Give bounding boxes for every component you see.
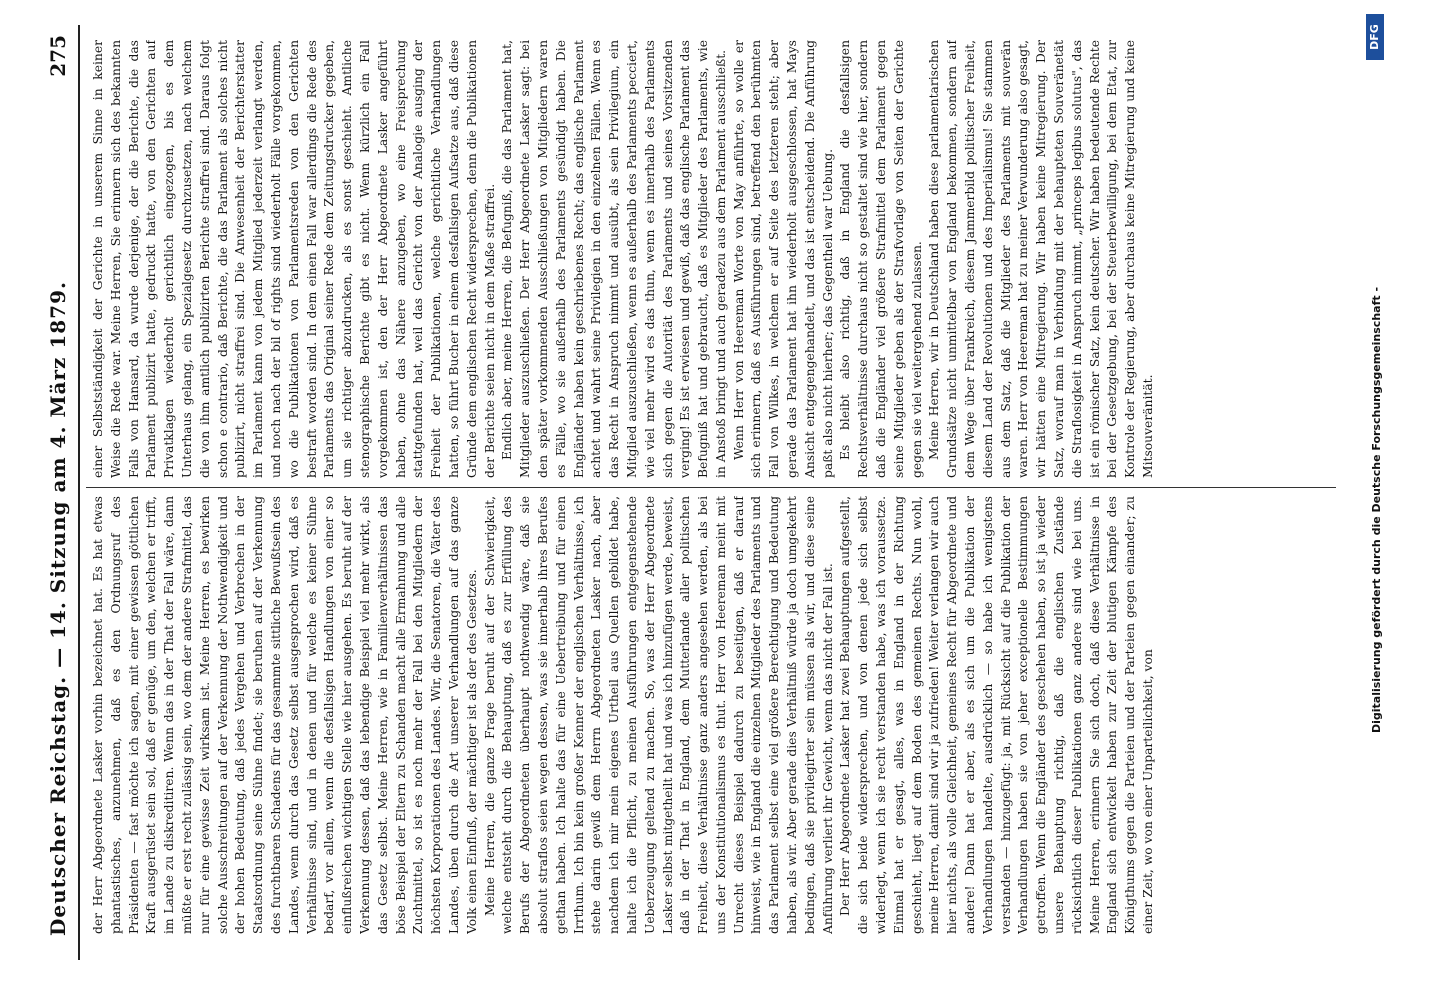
column-divider bbox=[86, 487, 1336, 488]
header-rule bbox=[78, 25, 80, 960]
dfg-logo: DFG bbox=[1366, 14, 1384, 60]
digitization-credit: Digitalisierung gefördert durch die Deutsche Forschungsgemeinschaft - bbox=[1370, 286, 1383, 734]
paragraph: Wenn Herr von Heereman Worte von May anführte, so wolle er sich erinnern, daß es Ausführungen sind, betreffend den berühmten Fall von Wilkes, in welchem er auf Seite des letzteren steht; aber gerade das Parlament hat ihn wiederholt ausgeschlossen, hat Mays Ansicht entgegengehandelt, und das ist entscheidend. Die Anführung paßt also nicht hierher; das Gegentheil war Uebung. bbox=[731, 40, 835, 478]
paragraph: einer Selbstständigkeit der Gerichte in unserem Sinne in keiner Weise die Rede war. Meine Herren, Sie erinnern sich des bekannten Falls von Hansard, da wurde derjenige, der die Berichte, die das Parlament publizirt hatte, gedruckt hatte, von den Gerichten auf Privatklagen wiederholt gerichtlich eingezogen, bis es dem Unterhaus gelang, ein Spezialgesetz durchzusetzen, nach welchem die von ihm amtlich publizirten Berichte straffrei sind. Daraus folgt schon e contrario, daß Berichte, die das Parlament als solches nicht publizirt, nicht straffrei sind. Die Anwesenheit der Berichterstatter im Parlament kann von jedem Mitglied jederzeit verlangt werden, und noch nach der bil of rights sind wiederholt Fälle vorgekommen, wo die Publikationen von Parlamentsreden von den Gerichten bestraft worden sind. In dem einen Fall war allerdings die Rede des Parlaments das Original seiner Rede dem Zeitungsdrucker gegeben, um sie richtiger abzudrucken, als es sonst geschieht. Amtliche stenographische Berichte gibt es nicht. Wenn kürzlich ein Fall vorgekommen ist, den der Herr Abgeordnete Lasker angeführt haben, ohne das Nähere anzugeben, wo eine Freisprechung stattgefunden hat, weil das Gericht von der Analogie ausging der Freiheit der Publikationen, welche gerichtliche Verhandlungen hatten, so führt Bucher in einem desfallsigen Aufsatze aus, daß diese Gründe dem englischen Recht widersprechen, denn die Publikationen der Berichte seien nicht in dem Maße straffrei. bbox=[91, 40, 497, 478]
page-header bbox=[40, 25, 74, 960]
page-number: 275 bbox=[46, 35, 70, 77]
paragraph: der Herr Abgeordnete Lasker vorhin bezeichnet hat. Es hat etwas phantastisches, anzunehmen, daß es den Ordnungsruf des Präsidenten — fast möchte ich sagen, mit einer gewissen göttlichen Kraft ausgerüstet sein sol, daß er genüge, um den, welchen er trifft, im Lande zu diskreditiren. Wenn das in der That der Fall wäre, dann müßte er erst recht zulässig sein, wo dem der andere Strafmittel, das nur für eine gewisse Zeit wirksam ist. Meine Herren, es bewirken solche Ausschreitungen auf der Verkennung der Nothwendigkeit und der hohen Bedeutung, daß jedes Vergehen und Verbrechen in der Staatsordnung seine Sühne findet; sie beruhen auf der Verkennung des furchtbaren Schadens für das gesammte sittliche Bewußtsein des Landes, wenn durch das Gesetz selbst ausgesprochen wird, daß es Verhältnisse sind, und in denen und für welche es keiner Sühne bedarf, vor allem, wenn die desfallsigen Handlungen von einer so einflußreichen wichtigen Stelle wie hier ausgehen. Es beruht auf der Verkennung dessen, daß das lebendige Beispiel viel mehr wirkt, als das Gesetz selbst. Meine Herren, wie in Familienverhältnissen das böse Beispiel der Eltern zu Schanden macht alle Ermahnung und alle Zuchtmittel, so ist es noch mehr der Fall bei den Mitgliedern der höchsten Korporationen des Landes. Wir, die Senatoren, die Väter des Landes, üben durch die Art unserer Verhandlungen auf das ganze Volk einen Einfluß, der mächtiger ist als der des Gesetzes. bbox=[91, 496, 479, 934]
text-column-right bbox=[90, 40, 1330, 478]
text-column-left bbox=[90, 496, 1330, 934]
paragraph: Der Herr Abgeordnete Lasker hat zwei Behauptungen aufgestellt, die sich beide widersprechen, und von denen jede sich selbst widerlegt, wenn ich sie recht verstanden habe, was ich voraussetze. Einmal hat er gesagt, alles, was in England in der Richtung geschieht, liegt auf dem Boden des gemeinen Rechts. Nun wohl, meine Herren, damit sind wir ja zufrieden! Weiter verlangen wir auch hier nichts, als volle Gleichheit, gemeines Recht für Abgeordnete und andere! Dann hat er aber, als es sich um die Publikation der Verhandlungen handelte, ausdrücklich — so habe ich wenigstens verstanden — hinzugefügt: ja, mit Rücksicht auf die Publikation der Verhandlungen haben sie von jeher exceptionelle Bestimmungen getroffen. Wenn die Engländer des geschehen haben, so ist ja wieder unsere Behauptung richtig, daß die englischen Zustände rücksichtlich dieser Publikationen ganz andere sind wie bei uns. Meine Herren, erinnern Sie sich doch, daß diese Verhältnisse in England sich entwickelt haben zur Zeit der blutigen Kämpfe des Königthums gegen die Parteien und der Parteien gegen einander; zu einer Zeit, wo von einer Unparteilichkeit, von bbox=[838, 496, 1156, 934]
paragraph: Es bleibt also richtig, daß in England die desfallsigen Rechtsverhältnisse durchaus nicht so gestaltet sind wie hier, sondern daß die Engländer viel größere Strafmittel dem Parlament gegen seine Mitglieder geben als der Strafvorlage von Seiten der Gerichte gegen sie viel weitergehend zulassen. bbox=[838, 40, 924, 478]
paragraph: Meine Herren, die ganze Frage beruht auf der Schwierigkeit, welche entsteht durch die Behauptung, daß es zur Erfüllung des Berufs der Abgeordneten überhaupt nothwendig wäre, daß sie absolut straflos seien wegen dessen, was sie innerhalb ihres Berufes gethan haben. Ich halte das für eine Uebertreibung und für einen Irrthum. Ich bin kein großer Kenner der englischen Verhältnisse, ich stehe darin gewiß dem Herrn Abgeordneten Lasker nach, aber nachdem ich mir mein eigenes Urtheil aus Quellen gebildet habe, halte ich die Pflicht, zu meinen Ausführungen entgegenstehende Ueberzeugung geltend zu machen. So, was der Herr Abgeordnete Lasker selbst mitgetheilt hat und was ich hinzufügen werde, beweist, daß in der That in England, dem Mutterlande aller politischen Freiheit, diese Verhältnisse ganz anders angesehen werden, als bei uns der Konstitutionalismus es thut. Herr von Heereman meint mit Unrecht dieses Beispiel dadurch zu beseitigen, daß er darauf hinweist, wie in England die einzelnen Mitglieder des Parlaments und das Parlament selbst eine viel größere Berechtigung und Bedeutung haben, als wir. Aber gerade dies Verhältniß würde ja doch umgekehrt bedingen, daß sie privilegirter sein müssen als wir, und diese seine Anführung verliert ihr Gewicht, wenn das nicht der Fall ist. bbox=[482, 496, 835, 934]
running-header: Deutscher Reichstag. — 14. Sitzung am 4. März 1879. bbox=[46, 281, 70, 936]
paragraph: Endlich aber, meine Herren, die Befugniß, die das Parlament hat, Mitglieder auszuschließen. Der Herr Abgeordnete Lasker sagt: bei den später vorkommenden Ausschließungen von Mitgliedern waren es Fälle, wo sie außerhalb des Parlaments gesündigt haben. Die Engländer haben kein geschriebenes Recht; das englische Parlament achtet und wahrt seine Privilegien in den einzelnen Fällen. Wenn es das Recht in Anspruch nimmt und ausübt, als sein Privilegium, ein Mitglied auszuschließen, wenn es außerhalb des Parlaments pecciert, wie viel mehr wird es das thun, wenn es innerhalb des Parlaments sich gegen die Autorität des Parlaments und seines Vorsitzenden verging! Es ist erwiesen und gewiß, daß das englische Parlament das Befugniß hat und gebraucht, daß es Mitglieder des Parlaments, wie in Anstoß bringt und auch geradezu aus dem Parlament ausschließt. bbox=[500, 40, 728, 478]
paragraph: Meine Herren, wir in Deutschland haben diese parlamentarischen Grundsätze nicht unmittelbar von England bekommen, sondern auf dem Wege über Frankreich, diesem Jammerbild politischer Freiheit, diesem Land der Revolutionen und des Imperialismus! Sie stammen aus dem Satz, daß die Mitglieder des Parlaments mit souverän waren. Herr von Heereman hat zu meiner Verwunderung also gesagt, wir hätten eine Mitregierung. Wir haben keine Mitregierung. Der Satz, worauf man in Verbindung mit der behaupteten Souveränetät die Straflosigkeit in Anspruch nimmt, „princeps legibus solutus", das ist ein römischer Satz, kein deutscher. Wir haben bedeutende Rechte bei der Gesetzgebung, bei der Steuerbewilligung, bei dem Etat, zur Kontrole der Regierung, aber durchaus keine Mitregierung und keine Mitsouveränität. bbox=[927, 40, 1156, 478]
